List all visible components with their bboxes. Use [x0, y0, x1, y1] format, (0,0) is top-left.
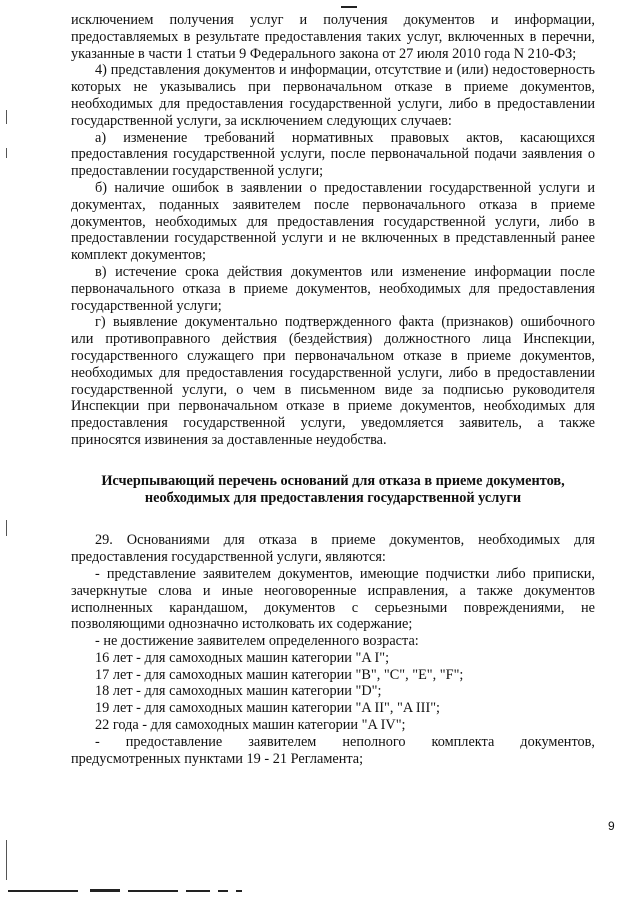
list-item: - не достижение заявителем определенного возраста: — [95, 633, 419, 650]
list-item: 22 года - для самоходных машин категории "A IV"; — [95, 717, 406, 734]
paragraph: а) изменение требований нормативных правовых актов, касающихся предоставления государственной услуги, после первоначальной подачи заявления о предоставлении государственной услуги; — [71, 129, 595, 180]
page-number: 9 — [608, 819, 615, 833]
list-item: - представление заявителем документов, имеющие подчистки либо приписки, зачеркнутые слова и иные неоговоренные исправления, а также документов исполненных карандашом, документов с серьезными повреждениями, не позволяющими однозначно истолковать их содержание; — [71, 565, 595, 633]
section-heading-line: Исчерпывающий перечень оснований для отказа в приеме документов, — [101, 472, 565, 489]
scan-artifact-bottom — [0, 888, 640, 894]
scan-artifact-margin — [6, 840, 7, 880]
section-heading-line: необходимых для предоставления государственной услуги — [144, 489, 522, 506]
list-item: 16 лет - для самоходных машин категории "A I"; — [95, 649, 390, 666]
list-item: - предоставление заявителем неполного комплекта документов, предусмотренных пунктами 19 - 21 Регламента; — [71, 733, 595, 767]
scan-artifact-top — [341, 6, 357, 8]
paragraph: 4) представления документов и информации, отсутствие и (или) недостоверность которых не указывались при первоначальном отказе в приеме документов, необходимых для предоставления государственной услуги, либо в предоставлении государственной услуги, за исключением следующих случаев: — [71, 62, 595, 129]
list-item: 19 лет - для самоходных машин категории "A II", "A III"; — [95, 700, 441, 717]
paragraph: 29. Основаниями для отказа в приеме документов, необходимых для предоставления государственной услуги, являются: — [71, 532, 595, 566]
paragraph: исключением получения услуг и получения документов и информации, предоставляемых в результате предоставления таких услуг, включенных в перечни, указанные в части 1 статьи 9 Федерального закона от 27 июля 2010 года N 210-ФЗ; — [71, 12, 595, 62]
document-body — [71, 12, 595, 767]
list-item: 18 лет - для самоходных машин категории "D"; — [95, 683, 382, 700]
paragraph: в) истечение срока действия документов или изменение информации после первоначального отказа в приеме документов, необходимых для предоставления государственной услуги; — [71, 263, 595, 314]
list-item: 17 лет - для самоходных машин категории "B", "C", "E", "F"; — [95, 666, 464, 683]
scan-artifact-margin — [6, 110, 7, 124]
paragraph: б) наличие ошибок в заявлении о предоставлении государственной услуги и документах, поданных заявителем после первоначального отказа в приеме документов, необходимых для предоставления государственной услуги, либо в предоставлении государственной услуги и не включенных в представленный ранее комплект документов; — [71, 179, 595, 264]
scan-artifact-margin — [6, 520, 7, 536]
scan-artifact-margin — [6, 148, 7, 158]
paragraph: г) выявление документально подтвержденного факта (признаков) ошибочного или противоправного действия (бездействия) должностного лица Инспекции, государственного служащего при первоначальном отказе в приеме документов, необходимых для предоставления государственной услуги, либо в предоставлении государственной услуги, о чем в письменном виде за подписью руководителя Инспекции при первоначальном отказе в приеме документов, необходимых для предоставления государственной услуги, уведомляется заявитель, а также приносятся извинения за доставленные неудобства. — [71, 314, 595, 448]
section-heading — [71, 473, 595, 507]
